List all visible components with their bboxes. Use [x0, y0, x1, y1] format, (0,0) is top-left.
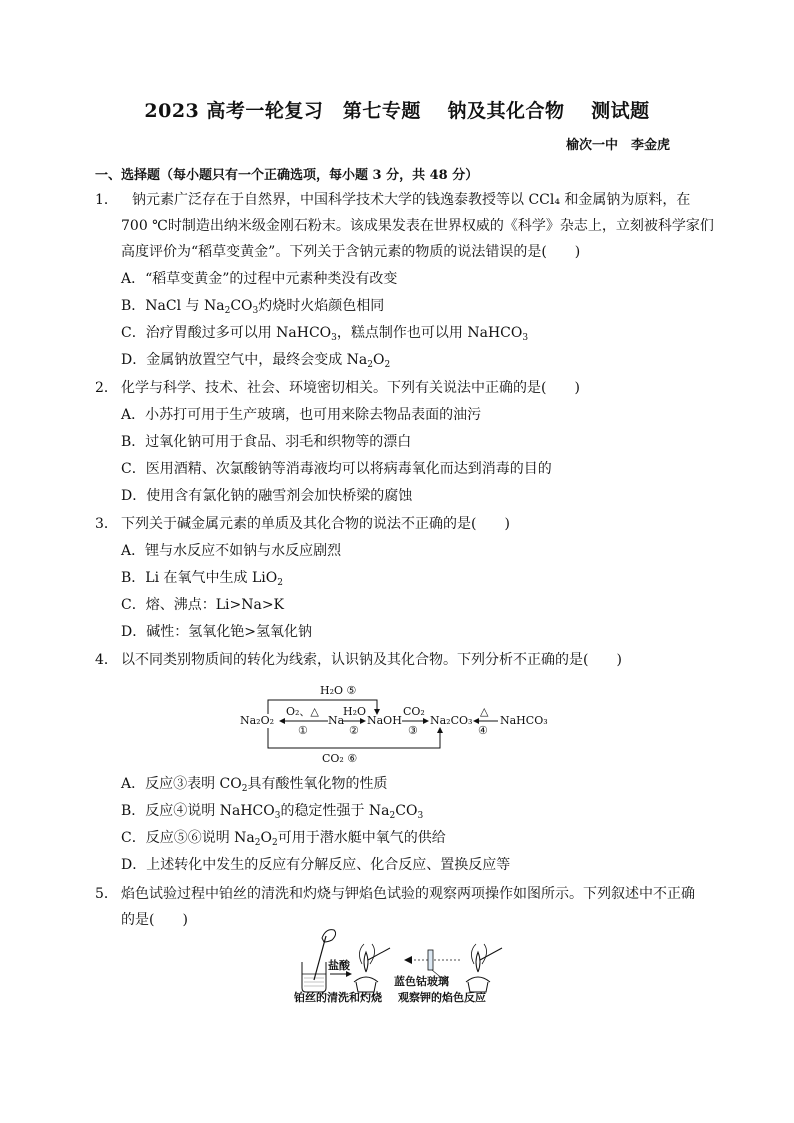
species-na2co3: Na₂CO₃	[430, 714, 473, 727]
reaction-1-number: ①	[298, 724, 308, 737]
reaction-6-label: CO₂ ⑥	[322, 752, 358, 765]
q2-option-a: A．小苏打可用于生产玻璃，也可用来除去物品表面的油污	[121, 407, 482, 423]
caption-right: 观察钾的焰色反应	[398, 991, 486, 1004]
lab-apparatus-figure	[292, 922, 516, 1006]
q1-option-a: A．“稻草变黄金”的过程中元素种类没有改变	[121, 271, 398, 287]
q1-option-d: D．金属钠放置空气中，最终会变成 $Na_2O_2$	[121, 352, 391, 370]
species-nahco3: NaHCO₃	[500, 714, 548, 727]
q3-option-b: B．Li 在氧气中生成 LiO$_2$	[121, 570, 283, 588]
reaction-2-number: ②	[349, 724, 359, 737]
q3-stem: 下列关于碱金属元素的单质及其化合物的说法不正确的是( )	[121, 516, 510, 532]
q3-option-a: A．锂与水反应不如钠与水反应剧烈	[121, 543, 342, 559]
q4-option-d: D．上述转化中发生的反应有分解反应、化合反应、置换反应等	[121, 857, 511, 873]
q2-stem: 化学与科学、技术、社会、环境密切相关。下列有关说法中正确的是( )	[121, 380, 580, 396]
q2-option-d: D．使用含有氯化钠的融雪剂会加快桥梁的腐蚀	[121, 488, 413, 504]
species-na2o2: Na₂O₂	[240, 714, 275, 727]
q3-option-c: C．熔、沸点：Li>Na>K	[121, 597, 285, 613]
reaction-2-condition: H₂O	[343, 705, 367, 718]
caption-left: 铂丝的清洗和灼烧	[294, 991, 382, 1004]
cobalt-glass-label: 蓝色钴玻璃	[394, 975, 449, 988]
page-title: 2023 高考一轮复习 第七专题 钠及其化合物 测试题	[144, 100, 650, 122]
q2-option-b: B．过氧化钠可用于食品、羽毛和织物等的漂白	[121, 434, 412, 450]
reaction-3-number: ③	[408, 724, 418, 737]
q1-option-c: C．治疗胃酸过多可以用 NaHCO$_3$，糕点制作也可以用 NaHCO$_3$	[121, 325, 529, 343]
reaction-4-condition: △	[480, 705, 489, 718]
acid-label: 盐酸	[328, 959, 350, 972]
q3-number: 3．	[95, 516, 118, 532]
q4-option-a: A．反应③表明 $CO_2$具有酸性氧化物的性质	[121, 776, 388, 794]
q4-number: 4．	[95, 652, 118, 668]
q5-number: 5．	[95, 886, 118, 902]
reaction-5-label: H₂O ⑤	[320, 684, 357, 697]
q1-stem-line1: 钠元素广泛存在于自然界，中国科学技术大学的钱逸泰教授等以 CCl₄ 和金属钠为原料，在	[132, 192, 691, 208]
q1-option-b: B．NaCl 与 $Na_2CO_3$灼烧时火焰颜色相同	[121, 298, 385, 316]
q4-option-c: C．反应⑤⑥说明 $Na_2O_2$可用于潜水艇中氧气的供给	[121, 830, 446, 848]
reaction-4-number: ④	[478, 724, 488, 737]
q5-stem-line2: 的是( )	[121, 912, 188, 928]
q3-option-d: D．碱性：氢氧化铯>氢氧化钠	[121, 624, 312, 640]
reaction-3-condition: CO₂	[403, 705, 425, 718]
reaction-diagram	[240, 682, 560, 768]
species-naoh: NaOH	[367, 714, 402, 727]
q5-stem-line1: 焰色试验过程中铂丝的清洗和灼烧与钾焰色试验的观察两项操作如图所示。下列叙述中不正确	[121, 886, 695, 902]
q1-stem-line3: 高度评价为“稻草变黄金”。下列关于含钠元素的物质的说法错误的是( )	[121, 244, 581, 260]
q1-stem-line2: 700 ℃时制造出纳米级金刚石粉末。该成果发表在世界权威的《科学》杂志上，立刻被科学家们	[121, 218, 714, 234]
section-heading: 一、选择题（每小题只有一个正确选项，每小题 3 分，共 48 分）	[95, 168, 479, 183]
q1-number: 1．	[95, 192, 118, 208]
q4-stem: 以不同类别物质间的转化为线索，认识钠及其化合物。下列分析不正确的是( )	[121, 652, 622, 668]
author-line: 榆次一中 李金虎	[565, 138, 670, 153]
q4-option-b: B．反应④说明 NaHCO$_3$的稳定性强于 $Na_2CO_3$	[121, 803, 424, 821]
reaction-1-condition: O₂、△	[286, 705, 319, 718]
q2-option-c: C．医用酒精、次氯酸钠等消毒液均可以将病毒氧化而达到消毒的目的	[121, 461, 552, 477]
species-na: Na	[328, 714, 345, 727]
q2-number: 2．	[95, 380, 118, 396]
